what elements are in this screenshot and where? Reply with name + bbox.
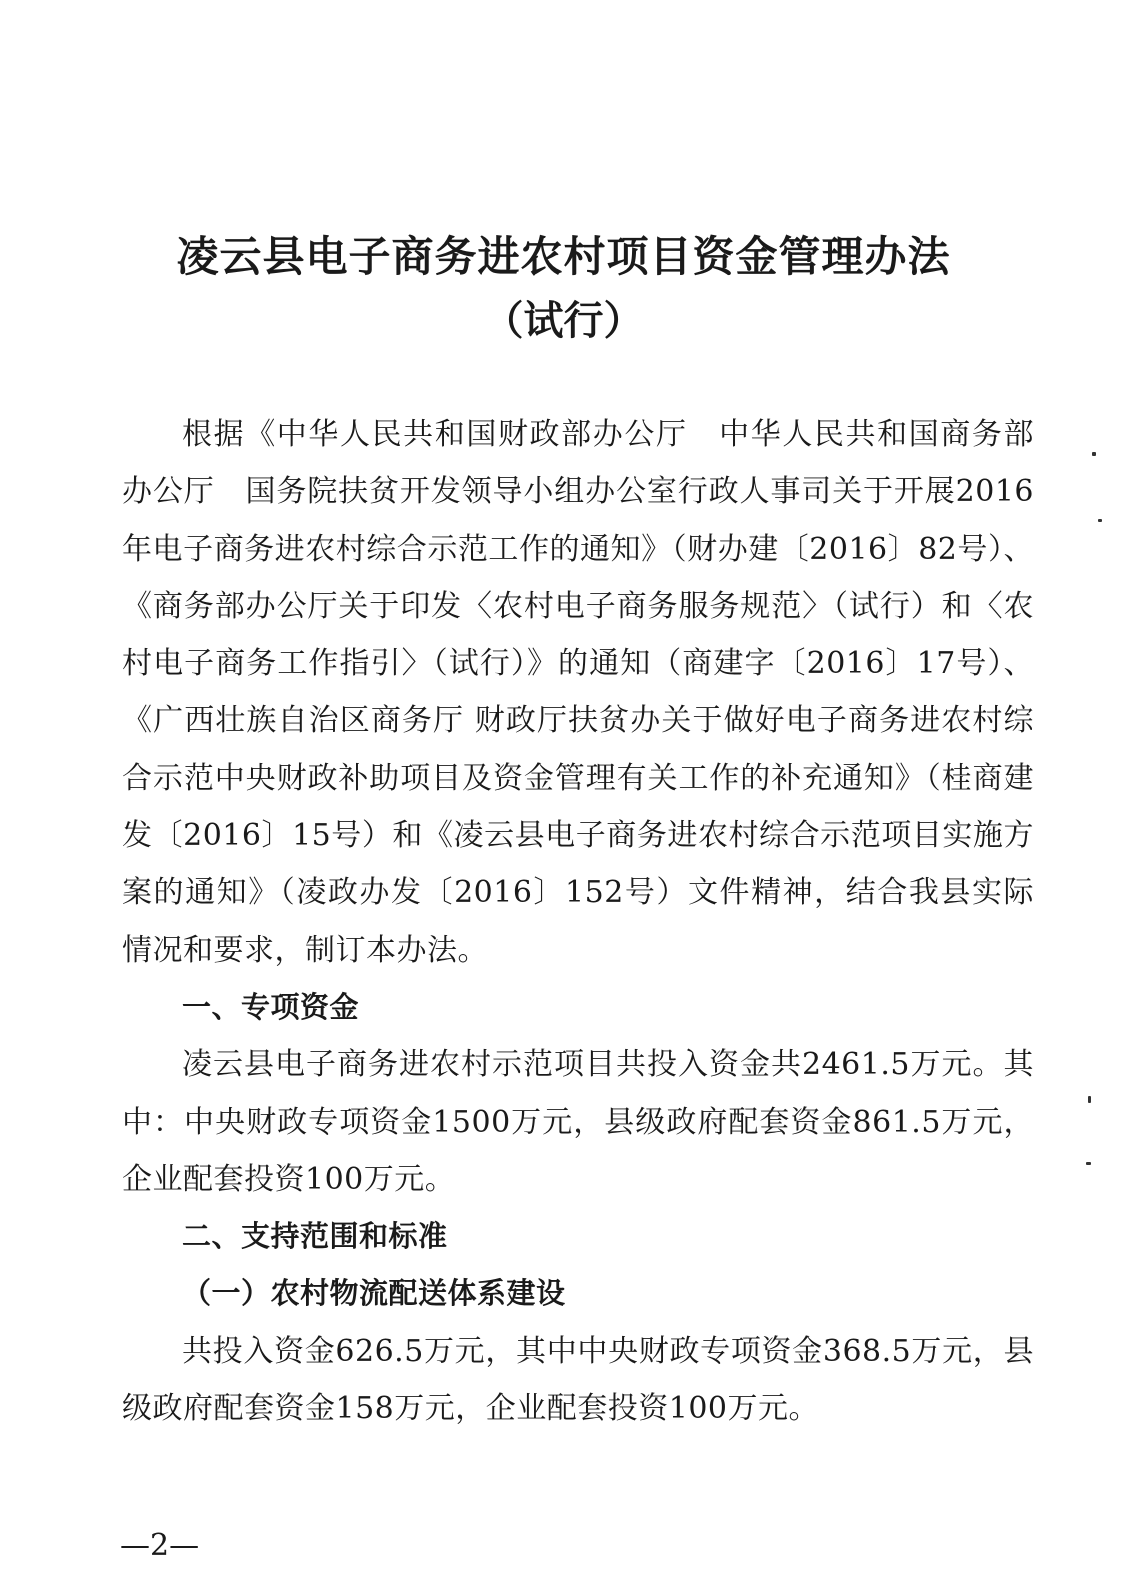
- scan-speck: [1088, 1096, 1091, 1103]
- scan-speck: [1092, 452, 1096, 456]
- section-heading-scope: 二、支持范围和标准: [182, 1219, 448, 1254]
- intro-paragraph: 根据《中华人民共和国财政部办公厅 中华人民共和国商务部办公厅 国务院扶贫开发领导小组办公室行政人事司关于开展2016年电子商务进农村综合示范工作的通知》（财办建〔2016〕82号）、《商务部办公厅关于印发〈农村电子商务服务规范〉（试行）和〈农村电子商务工作指引〉（试行）》的通知（商建字〔2016〕17号）、《广西壮族自治区商务厅 财政厅扶贫办关于做好电子商务进农村综合示范中央财政补助项目及资金管理有关工作的补充通知》（桂商建发〔2016〕15号）和《凌云县电子商务进农村综合示范项目实施方案的通知》（凌政办发〔2016〕152号）文件精神，结合我县实际情况和要求，制订本办法。: [122, 417, 1034, 968]
- section-heading-funds: 一、专项资金: [182, 989, 360, 1024]
- document-title: 凌云县电子商务进农村项目资金管理办法: [176, 232, 951, 281]
- page-number: —2—: [120, 1528, 200, 1563]
- document-subtitle: （试行）: [483, 298, 644, 344]
- subsection-heading-logistics: （一）农村物流配送体系建设: [182, 1276, 566, 1311]
- document-body: [122, 406, 1034, 1437]
- scan-speck: [1098, 519, 1102, 522]
- scan-speck: [1086, 1162, 1091, 1165]
- subsection-logistics-paragraph: 共投入资金626.5万元，其中中央财政专项资金368.5万元，县级政府配套资金158万元，企业配套投资100万元。: [122, 1333, 1034, 1427]
- section-funds-paragraph: 凌云县电子商务进农村示范项目共投入资金共2461.5万元。其中：中央财政专项资金1500万元，县级政府配套资金861.5万元，企业配套投资100万元。: [122, 1047, 1034, 1197]
- title-block: [0, 228, 1127, 350]
